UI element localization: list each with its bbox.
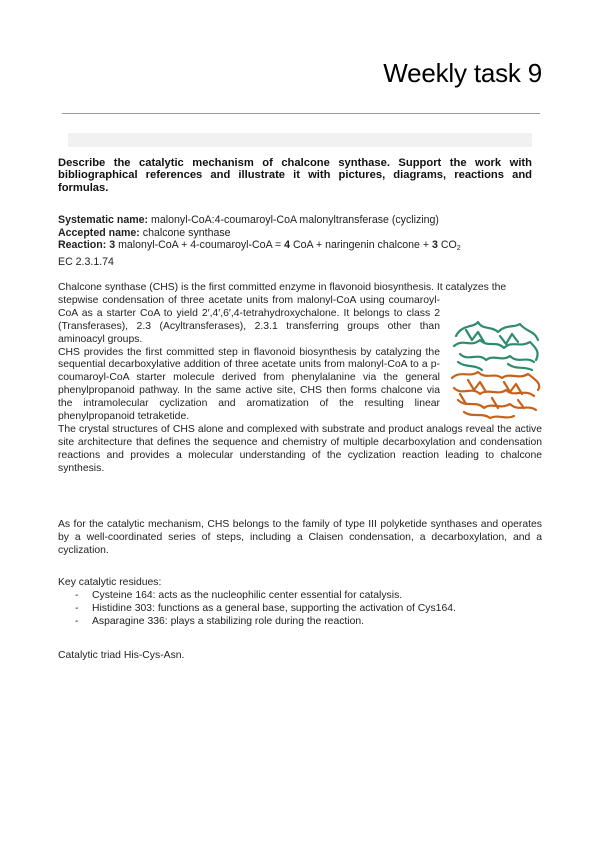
accepted-name-value: chalcone synthase: [142, 226, 231, 239]
reaction-coef-3: 3: [432, 239, 438, 252]
intro-first-line: Chalcone synthase (CHS) is the first committed enzyme in flavonoid biosynthesis. It catalyzes the: [58, 282, 507, 293]
systematic-name-line: [58, 214, 538, 227]
bullet-dash: -: [75, 590, 79, 601]
list-item-text: Asparagine 336: plays a stabilizing role during the reaction.: [92, 615, 365, 627]
reaction-co: CO: [440, 239, 457, 252]
bullet-dash: -: [75, 615, 79, 627]
task-prompt: Describe the catalytic mechanism of chalcone synthase. Support the work with bibliographical references and illustrate it with pictures, diagrams, reactions and formulas.: [58, 157, 532, 194]
list-item-text: Cysteine 164: acts as the nucleophilic center essential for catalysis.: [92, 590, 403, 601]
shaded-band: [68, 133, 532, 147]
reaction-part-2: CoA + naringenin chalcone +: [293, 239, 430, 252]
residues-heading: Key catalytic residues:: [58, 577, 162, 588]
systematic-name-label: Systematic name:: [58, 214, 149, 226]
list-item: [58, 616, 456, 629]
reaction-part-1: malonyl-CoA + 4-coumaroyl-CoA =: [118, 239, 282, 252]
bullet-dash: -: [75, 602, 79, 614]
list-item: [58, 590, 456, 603]
systematic-name-value: malonyl-CoA:4-coumaroyl-CoA malonyltransferase (cyclizing): [151, 214, 439, 226]
upper-subunit: [454, 322, 538, 370]
list-item-text: Histidine 303: functions as a general base, supporting the activation of Cys164.: [92, 602, 456, 614]
mechanism-paragraph: As for the catalytic mechanism, CHS belongs to the family of type III polyketide synthases and operates by a well-coordinated series of steps, including a Claisen condensation, a decarboxylation, and a cyclization.: [58, 519, 542, 556]
reaction-line: [58, 239, 538, 256]
ec-number: EC 2.3.1.74: [58, 255, 114, 268]
intro-wrapped-text: [58, 295, 440, 424]
intro-paragraph: stepwise condensation of three acetate units from malonyl-CoA using coumaroyl-CoA as a starter CoA to yield 2′,4′,6′,4-tetrahydroxychalone. It belongs to class 2 (Transferases), 2.3 (Acyltransferases), 2.3.1 transferring groups other than aminoacyl groups.: [58, 294, 440, 345]
reaction-coef-2: 4: [284, 239, 291, 252]
catalytic-triad: Catalytic triad His-Cys-Asn.: [58, 650, 185, 661]
lower-subunit: [452, 372, 539, 418]
chs-protein-structure-image: [448, 318, 544, 422]
reaction-subscript: 2: [456, 245, 461, 253]
residues-list: [58, 590, 456, 629]
page-title: Weekly task 9: [383, 58, 542, 88]
header-divider: [62, 113, 540, 114]
reaction-label: Reaction:: [58, 239, 107, 252]
reaction-coef-1: 3: [109, 239, 116, 252]
accepted-name-label: Accepted name:: [58, 226, 140, 239]
chs-step-paragraph: CHS provides the first committed step in flavonoid biosynthesis by catalyzing the sequential decarboxylative addition of three acetate units from malonyl-CoA to a p-coumaroyl-CoA starter molecule derived from phenylalanine via the general phenylpropanoid pathway. In the same active site, CHS then forms chalcone via the intramolecular cyclization and aromatization of the resulting linear phenylpropanoid tetraketide.: [58, 346, 440, 423]
accepted-name-line: [58, 227, 538, 240]
crystal-structure-paragraph: The crystal structures of CHS alone and complexed with substrate and product analogs reveal the active site architecture that defines the sequence and chemistry of multiple decarboxylation and condensation reactions and provides a molecular understanding of the cyclization reaction leading to chalcone synthesis.: [58, 423, 542, 474]
list-item: [58, 603, 456, 616]
enzyme-info: [58, 214, 538, 268]
